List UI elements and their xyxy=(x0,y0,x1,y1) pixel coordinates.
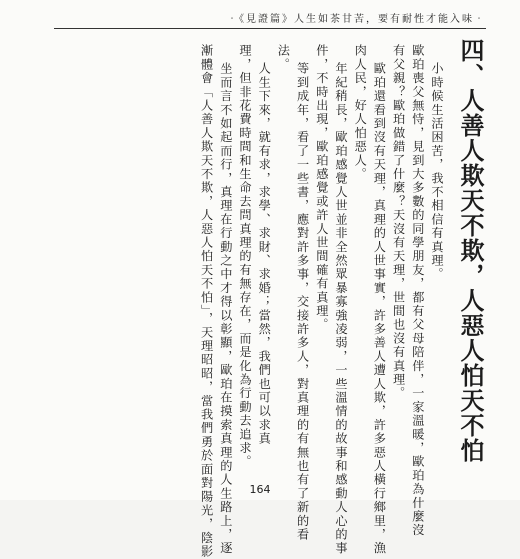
text-column: 理，但非花費時間和生命去問真理的有無存在，而是化為行動去追求。 xyxy=(238,44,252,469)
text-column: 小時候生活困苦，我不相信有真理。 xyxy=(430,62,444,282)
text-column: 歐珀還看到沒有天理，真理的人世事實，許多善人遭人欺，許多惡人橫行鄉里，漁 xyxy=(372,62,387,556)
text-column: 法。 xyxy=(276,44,291,72)
text-column: 等到成年，看了一些書，應對許多事，交接許多人，對真理的有無也有了新的看 xyxy=(295,62,310,542)
chapter-title: 四、人善人欺天不欺，人惡人怕天不怕 xyxy=(456,38,485,463)
text-column: 人生下來，就有求，求學、求財、求婚；當然，我們也可以求真 xyxy=(257,62,272,446)
running-header: ‧《見證篇》人生如茶甘苦，要有耐性才能入味‧ xyxy=(227,14,486,25)
text-column: 件，不時出現，歐珀感覺或許人世間確有真理。 xyxy=(314,44,329,332)
text-column: 有父親？歐珀做錯了什麼？天沒有天理，世間也沒有真理。 xyxy=(391,44,406,401)
header-rule xyxy=(54,28,486,29)
text-column: 年紀稍長，歐珀感覺人世並非全然眾暴寡強凌弱，一些溫情的故事和感動人心的事 xyxy=(334,62,348,556)
text-column: 肉人民，好人怕惡人。 xyxy=(353,44,368,181)
text-column: 漸體會「人善人欺天不欺，人惡人怕天不怕」，天理昭昭，當我們勇於面對陽光，陰影 xyxy=(199,44,214,559)
text-column: 歐珀喪父無恃，見到大多數的同學朋友，都有父母陪伴，一家溫暖，歐珀為什麼沒 xyxy=(410,44,425,538)
page-number: 164 xyxy=(249,483,271,496)
text-column: 坐而言不如起而行，真理在行動之中才得以彰顯，歐珀在摸索真理的人生路上，逐 xyxy=(218,62,233,556)
